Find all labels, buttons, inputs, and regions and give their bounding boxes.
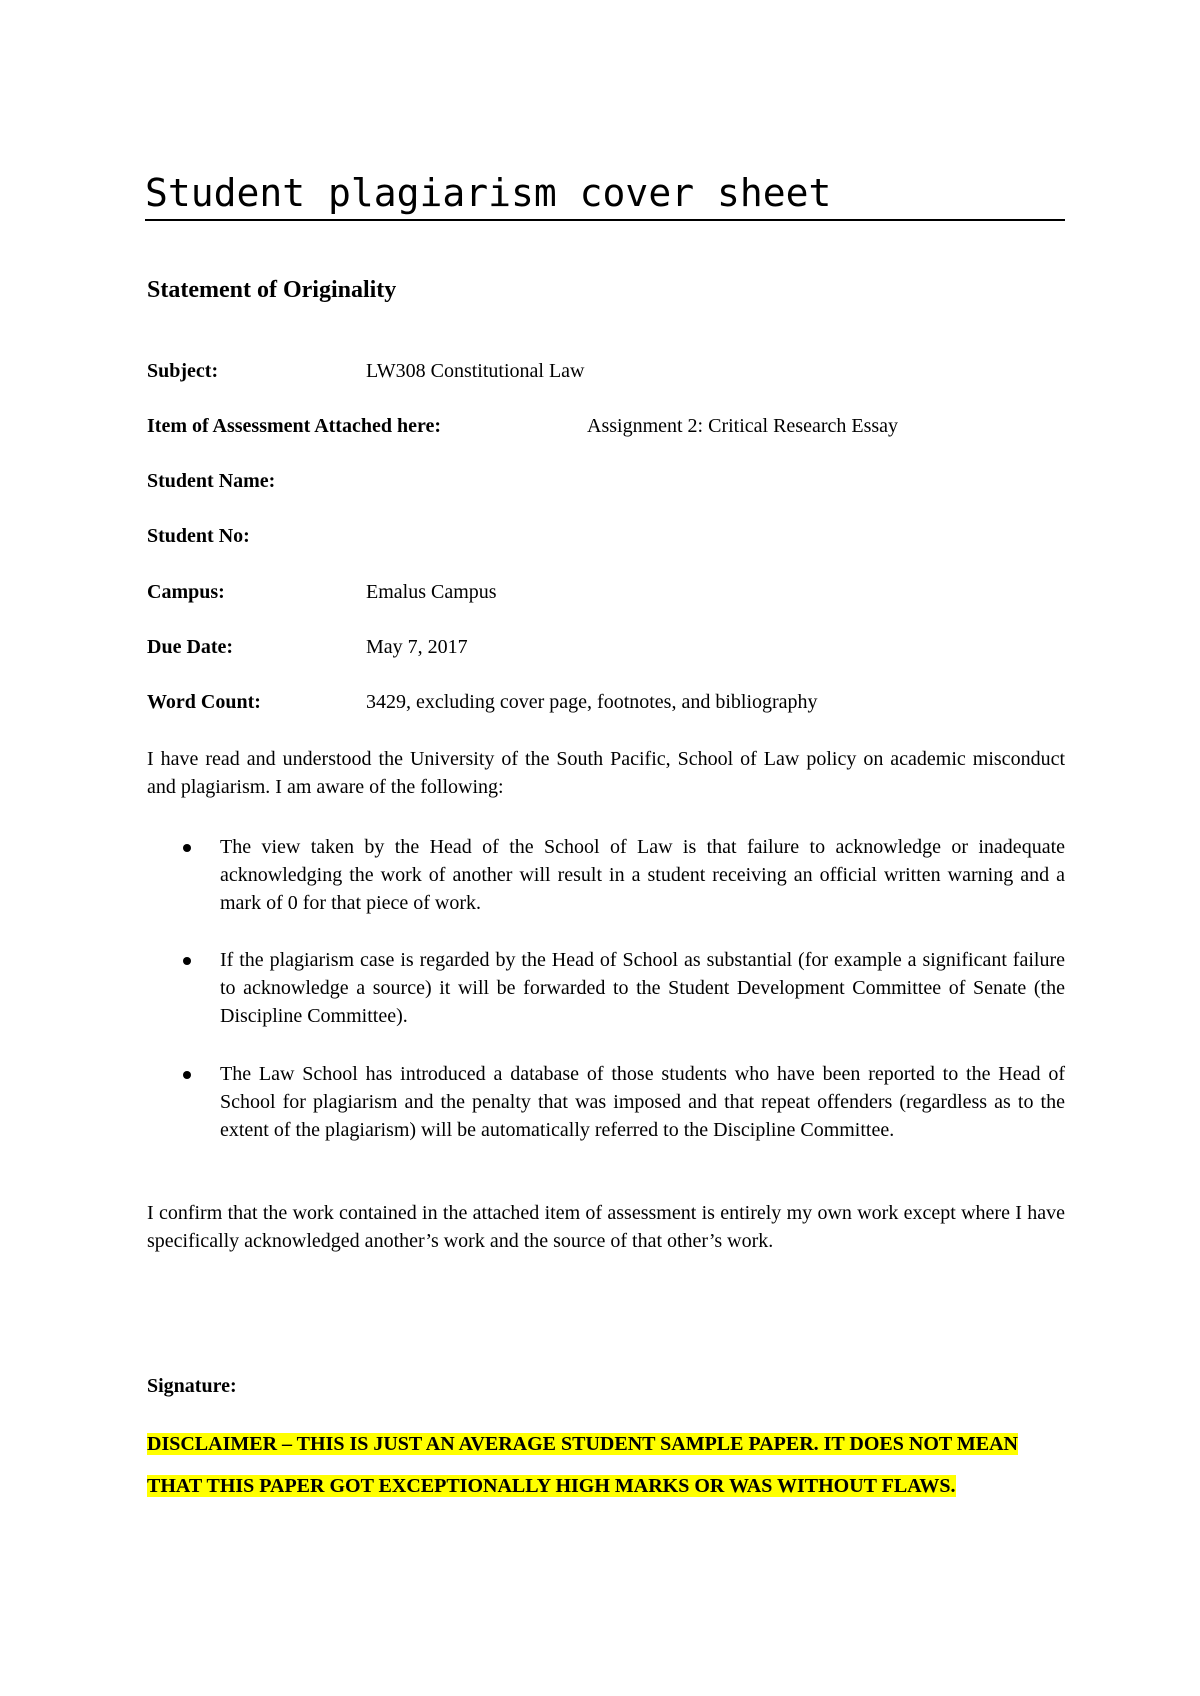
field-label: Word Count:: [147, 691, 261, 713]
disclaimer-text: [147, 1423, 1065, 1507]
disclaimer-highlight: DISCLAIMER – THIS IS JUST AN AVERAGE STUDENT SAMPLE PAPER. IT DOES NOT MEAN THAT THIS PAPER GOT EXCEPTIONALLY HIGH MARKS OR WAS WITHOUT FLAWS.: [147, 1433, 1018, 1497]
bullet-text: The view taken by the Head of the School of Law is that failure to acknowledge or inadequate acknowledging the work of another will result in a student receiving an official written warning and a mark of 0 for that piece of work.: [220, 836, 1065, 914]
field-label: Subject:: [147, 360, 219, 382]
section-heading: Statement of Originality: [147, 277, 397, 303]
bullet-icon: [183, 1071, 191, 1079]
field-value: Assignment 2: Critical Research Essay: [587, 415, 899, 437]
field-label: Student No:: [147, 525, 250, 547]
bullet-icon: [183, 957, 191, 965]
bullet-icon: [183, 844, 191, 852]
field-value: Emalus Campus: [366, 581, 497, 603]
title-underline: [145, 219, 1065, 221]
field-value: 3429, excluding cover page, footnotes, and bibliography: [366, 691, 818, 713]
page-title: Student plagiarism cover sheet: [145, 171, 832, 215]
intro-paragraph: I have read and understood the University of the South Pacific, School of Law policy on academic misconduct and plagiarism. I am aware of the following:: [147, 748, 1065, 798]
field-label: Item of Assessment Attached here:: [147, 415, 442, 437]
confirmation-paragraph: I confirm that the work contained in the attached item of assessment is entirely my own work except where I have specifically acknowledged another’s work and the source of that other’s work.: [147, 1202, 1065, 1252]
signature-label: Signature:: [147, 1375, 237, 1397]
field-label: Student Name:: [147, 470, 276, 492]
bullet-text: If the plagiarism case is regarded by the Head of School as substantial (for example a significant failure to acknowledge a source) it will be forwarded to the Student Development Committee of Senate (the Discipline Committee).: [220, 949, 1065, 1027]
field-label: Due Date:: [147, 636, 234, 658]
bullet-text: The Law School has introduced a database of those students who have been reported to the Head of School for plagiarism and the penalty that was imposed and that repeat offenders (regardless as to the extent of the plagiarism) will be automatically referred to the Discipline Committee.: [220, 1063, 1065, 1141]
field-value: LW308 Constitutional Law: [366, 360, 585, 382]
field-label: Campus:: [147, 581, 225, 603]
field-value: May 7, 2017: [366, 636, 468, 658]
